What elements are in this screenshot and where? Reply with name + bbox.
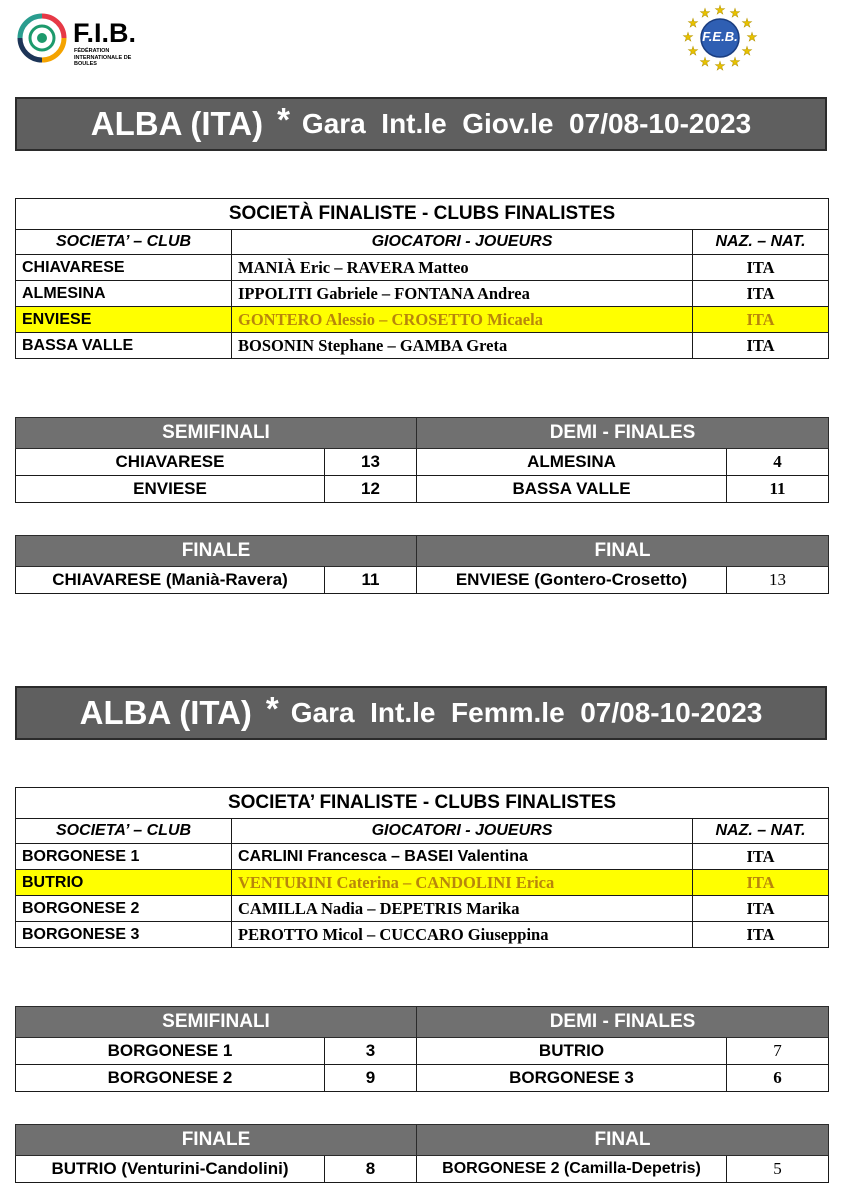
- score-2: 7: [727, 1038, 829, 1065]
- banner-event: Gara Int.le Femm.le 07/08-10-2023: [290, 697, 763, 728]
- match-row: [16, 1038, 829, 1065]
- score-2: 11: [727, 476, 829, 503]
- nationality: ITA: [693, 255, 829, 281]
- section-1-banner: [15, 97, 827, 151]
- table-row: [16, 281, 829, 307]
- team-2: BASSA VALLE: [417, 476, 727, 503]
- team-2: ALMESINA: [417, 449, 727, 476]
- nationality: ITA: [693, 333, 829, 359]
- semifinals-header: SEMIFINALI: [16, 1007, 417, 1038]
- fib-logo: [16, 10, 146, 76]
- semifinals-header: SEMIFINALI: [16, 418, 417, 449]
- fib-emblem-icon: [16, 12, 68, 64]
- players: CAMILLA Nadia – DEPETRIS Marika: [232, 896, 693, 922]
- table-row: [16, 896, 829, 922]
- match-row: [16, 567, 829, 594]
- nationality: ITA: [693, 307, 829, 333]
- table-row: [16, 333, 829, 359]
- demi-finales-header: DEMI - FINALES: [417, 418, 829, 449]
- team-2: BORGONESE 2 (Camilla-Depetris): [417, 1156, 727, 1183]
- match-row: [16, 1156, 829, 1183]
- svg-text:★: ★: [687, 16, 699, 30]
- score-1: 11: [325, 567, 417, 594]
- table-row-highlighted: [16, 870, 829, 896]
- svg-text:★: ★: [699, 6, 711, 20]
- team-2: BORGONESE 3: [417, 1065, 727, 1092]
- team-1: BORGONESE 1: [16, 1038, 325, 1065]
- score-1: 12: [325, 476, 417, 503]
- banner-star: *: [265, 690, 279, 727]
- col-header-players: GIOCATORI - JOUEURS: [232, 819, 693, 844]
- section-1-semifinals-table: [15, 417, 829, 503]
- banner-star: *: [277, 101, 290, 138]
- team-1: BORGONESE 2: [16, 1065, 325, 1092]
- nationality: ITA: [693, 281, 829, 307]
- demi-finales-header: DEMI - FINALES: [417, 1007, 829, 1038]
- col-header-club: SOCIETA’ – CLUB: [16, 230, 232, 255]
- banner-location: ALBA (ITA): [79, 694, 252, 731]
- match-row: [16, 476, 829, 503]
- players: VENTURINI Caterina – CANDOLINI Erica: [232, 870, 693, 896]
- club-name: BASSA VALLE: [16, 333, 232, 359]
- section-1-clubs-table: [15, 198, 829, 359]
- final-header: FINAL: [417, 536, 829, 567]
- table-row: [16, 922, 829, 948]
- score-2: 4: [727, 449, 829, 476]
- players: MANIÀ Eric – RAVERA Matteo: [232, 255, 693, 281]
- fib-logo-text: F.I.B.: [73, 18, 137, 48]
- players: CARLINI Francesca – BASEI Valentina: [232, 844, 693, 870]
- section-2-banner: [15, 686, 827, 740]
- finale-header: FINALE: [16, 1125, 417, 1156]
- finale-header: FINALE: [16, 536, 417, 567]
- feb-logo-text: F.E.B.: [702, 29, 738, 44]
- svg-text:★: ★: [741, 16, 753, 30]
- club-name: CHIAVARESE: [16, 255, 232, 281]
- score-2: 5: [727, 1156, 829, 1183]
- section-2-final-table: [15, 1124, 829, 1183]
- score-1: 9: [325, 1065, 417, 1092]
- score-1: 3: [325, 1038, 417, 1065]
- club-name: BORGONESE 2: [16, 896, 232, 922]
- players: BOSONIN Stephane – GAMBA Greta: [232, 333, 693, 359]
- team-1: CHIAVARESE: [16, 449, 325, 476]
- col-header-club: SOCIETA’ – CLUB: [16, 819, 232, 844]
- col-header-nat: NAZ. – NAT.: [693, 230, 829, 255]
- match-row: [16, 1065, 829, 1092]
- score-1: 8: [325, 1156, 417, 1183]
- team-2: BUTRIO: [417, 1038, 727, 1065]
- col-header-players: GIOCATORI - JOUEURS: [232, 230, 693, 255]
- score-1: 13: [325, 449, 417, 476]
- match-row: [16, 449, 829, 476]
- club-name: BUTRIO: [16, 870, 232, 896]
- club-name: BORGONESE 3: [16, 922, 232, 948]
- svg-text:★: ★: [746, 30, 758, 44]
- nationality: ITA: [693, 870, 829, 896]
- team-1: CHIAVARESE (Manià-Ravera): [16, 567, 325, 594]
- feb-logo: [680, 2, 764, 76]
- club-name: ALMESINA: [16, 281, 232, 307]
- svg-text:★: ★: [687, 44, 699, 58]
- team-1: BUTRIO (Venturini-Candolini): [16, 1156, 325, 1183]
- table-row-highlighted: [16, 307, 829, 333]
- nationality: ITA: [693, 922, 829, 948]
- col-header-nat: NAZ. – NAT.: [693, 819, 829, 844]
- table-row: [16, 844, 829, 870]
- svg-text:★: ★: [714, 3, 726, 17]
- players: IPPOLITI Gabriele – FONTANA Andrea: [232, 281, 693, 307]
- svg-text:★: ★: [682, 30, 694, 44]
- banner-location: ALBA (ITA): [90, 105, 264, 142]
- team-1: ENVIESE: [16, 476, 325, 503]
- banner-event: Gara Int.le Giov.le 07/08-10-2023: [301, 108, 752, 139]
- svg-text:★: ★: [699, 55, 711, 69]
- score-2: 6: [727, 1065, 829, 1092]
- section-2-clubs-table: [15, 787, 829, 948]
- svg-text:★: ★: [714, 59, 726, 73]
- nationality: ITA: [693, 844, 829, 870]
- clubs-title: SOCIETÀ FINALISTE - CLUBS FINALISTES: [16, 199, 829, 230]
- players: GONTERO Alessio – CROSETTO Micaela: [232, 307, 693, 333]
- club-name: BORGONESE 1: [16, 844, 232, 870]
- nationality: ITA: [693, 896, 829, 922]
- team-2: ENVIESE (Gontero-Crosetto): [417, 567, 727, 594]
- svg-text:★: ★: [729, 6, 741, 20]
- section-1-final-table: [15, 535, 829, 594]
- table-row: [16, 255, 829, 281]
- score-2: 13: [727, 567, 829, 594]
- players: PEROTTO Micol – CUCCARO Giuseppina: [232, 922, 693, 948]
- clubs-title: SOCIETA’ FINALISTE - CLUBS FINALISTES: [16, 788, 829, 819]
- svg-text:★: ★: [729, 55, 741, 69]
- club-name: ENVIESE: [16, 307, 232, 333]
- section-2-semifinals-table: [15, 1006, 829, 1092]
- fib-logo-subtitle: FÉDÉRATION INTERNATIONALE DE BOULES: [74, 48, 132, 67]
- final-header: FINAL: [417, 1125, 829, 1156]
- svg-text:★: ★: [741, 44, 753, 58]
